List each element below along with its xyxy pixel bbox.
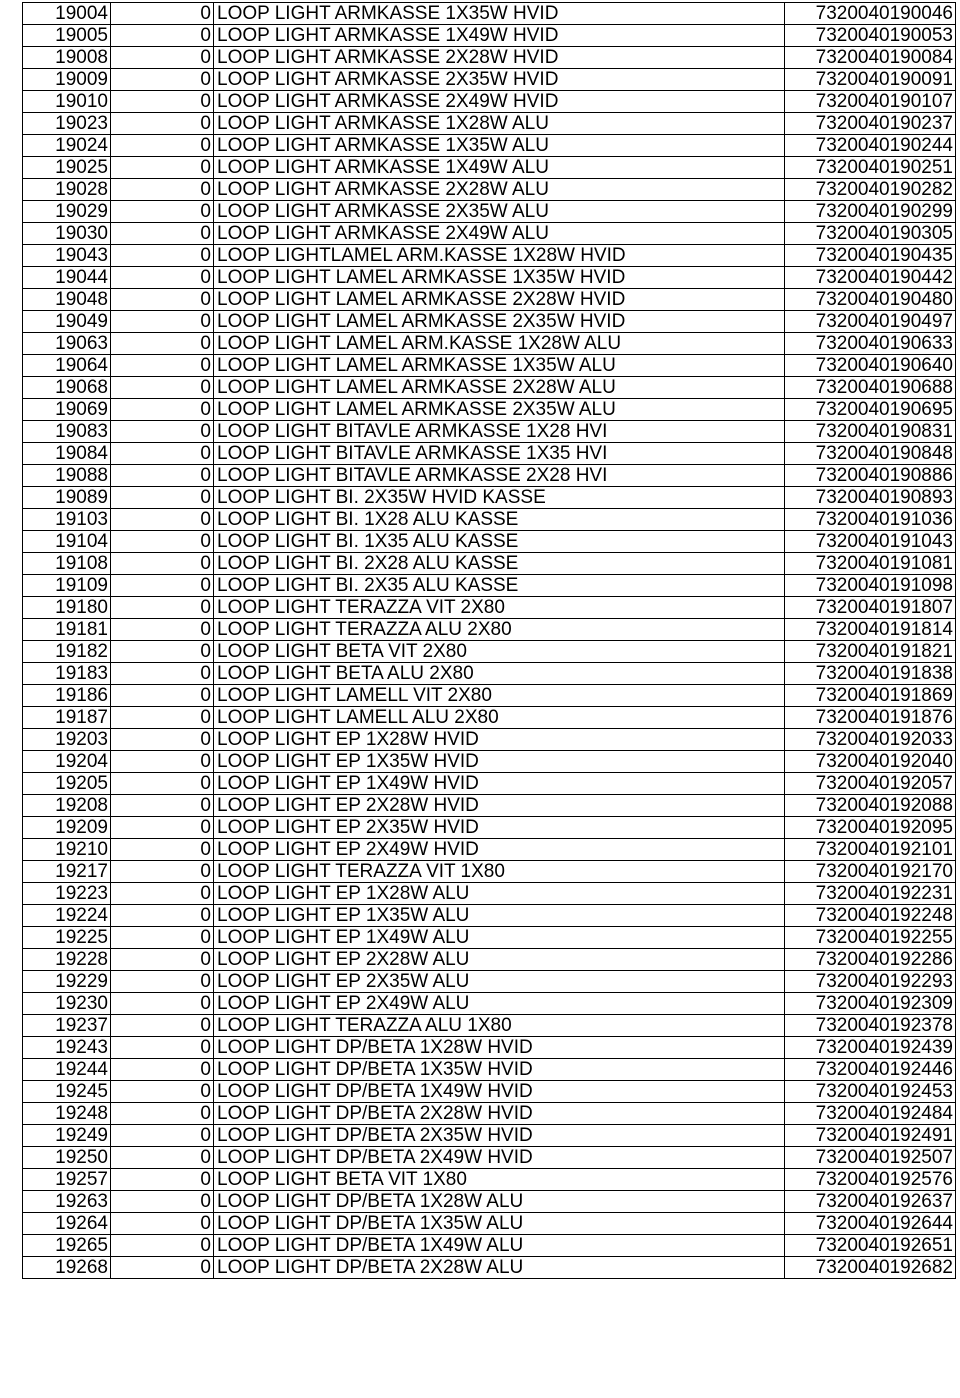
ean-cell: 7320040192453: [785, 1081, 956, 1103]
description-cell: LOOP LIGHT BETA VIT 2X80: [214, 641, 785, 663]
description-cell: LOOP LIGHT LAMEL ARMKASSE 2X28W ALU: [214, 377, 785, 399]
table-row: [23, 201, 956, 223]
quantity-cell: 0: [111, 47, 214, 69]
item-code-cell: 19225: [23, 927, 111, 949]
ean-cell: 7320040190633: [785, 333, 956, 355]
description-cell: LOOP LIGHT BITAVLE ARMKASSE 1X28 HVI: [214, 421, 785, 443]
description-cell: LOOP LIGHT DP/BETA 2X49W HVID: [214, 1147, 785, 1169]
quantity-cell: 0: [111, 553, 214, 575]
item-code-cell: 19069: [23, 399, 111, 421]
quantity-cell: 0: [111, 685, 214, 707]
item-code-cell: 19203: [23, 729, 111, 751]
ean-cell: 7320040192248: [785, 905, 956, 927]
table-row: [23, 135, 956, 157]
quantity-cell: 0: [111, 333, 214, 355]
item-code-cell: 19048: [23, 289, 111, 311]
table-row: [23, 1169, 956, 1191]
ean-cell: 7320040190497: [785, 311, 956, 333]
quantity-cell: 0: [111, 1213, 214, 1235]
ean-cell: 7320040192576: [785, 1169, 956, 1191]
description-cell: LOOP LIGHT EP 1X28W HVID: [214, 729, 785, 751]
ean-cell: 7320040192484: [785, 1103, 956, 1125]
description-cell: LOOP LIGHT TERAZZA ALU 1X80: [214, 1015, 785, 1037]
table-row: [23, 575, 956, 597]
ean-cell: 7320040190435: [785, 245, 956, 267]
item-code-cell: 19264: [23, 1213, 111, 1235]
item-code-cell: 19029: [23, 201, 111, 223]
ean-cell: 7320040190046: [785, 3, 956, 25]
ean-cell: 7320040190237: [785, 113, 956, 135]
quantity-cell: 0: [111, 157, 214, 179]
table-row: [23, 751, 956, 773]
quantity-cell: 0: [111, 3, 214, 25]
quantity-cell: 0: [111, 993, 214, 1015]
description-cell: LOOP LIGHT EP 2X35W ALU: [214, 971, 785, 993]
item-code-cell: 19244: [23, 1059, 111, 1081]
item-code-cell: 19068: [23, 377, 111, 399]
quantity-cell: 0: [111, 245, 214, 267]
table-row: [23, 443, 956, 465]
ean-cell: 7320040191869: [785, 685, 956, 707]
ean-cell: 7320040192378: [785, 1015, 956, 1037]
ean-cell: 7320040192682: [785, 1257, 956, 1279]
item-code-cell: 19108: [23, 553, 111, 575]
ean-cell: 7320040191838: [785, 663, 956, 685]
item-code-cell: 19265: [23, 1235, 111, 1257]
description-cell: LOOP LIGHT BITAVLE ARMKASSE 2X28 HVI: [214, 465, 785, 487]
description-cell: LOOP LIGHT DP/BETA 1X28W HVID: [214, 1037, 785, 1059]
item-code-cell: 19023: [23, 113, 111, 135]
quantity-cell: 0: [111, 861, 214, 883]
description-cell: LOOP LIGHT ARMKASSE 2X49W ALU: [214, 223, 785, 245]
item-code-cell: 19209: [23, 817, 111, 839]
table-row: [23, 47, 956, 69]
quantity-cell: 0: [111, 883, 214, 905]
description-cell: LOOP LIGHT DP/BETA 2X28W ALU: [214, 1257, 785, 1279]
description-cell: LOOP LIGHT EP 2X28W ALU: [214, 949, 785, 971]
table-row: [23, 179, 956, 201]
description-cell: LOOP LIGHT DP/BETA 2X35W HVID: [214, 1125, 785, 1147]
table-row: [23, 91, 956, 113]
table-row: [23, 1103, 956, 1125]
table-row: [23, 113, 956, 135]
table-row: [23, 905, 956, 927]
table-row: [23, 1125, 956, 1147]
table-row: [23, 861, 956, 883]
table-row: [23, 993, 956, 1015]
item-code-cell: 19230: [23, 993, 111, 1015]
item-code-cell: 19243: [23, 1037, 111, 1059]
ean-cell: 7320040192088: [785, 795, 956, 817]
item-code-cell: 19182: [23, 641, 111, 663]
quantity-cell: 0: [111, 91, 214, 113]
quantity-cell: 0: [111, 135, 214, 157]
quantity-cell: 0: [111, 949, 214, 971]
description-cell: LOOP LIGHT ARMKASSE 1X49W ALU: [214, 157, 785, 179]
item-code-cell: 19183: [23, 663, 111, 685]
ean-cell: 7320040191814: [785, 619, 956, 641]
quantity-cell: 0: [111, 289, 214, 311]
table-row: [23, 927, 956, 949]
item-code-cell: 19030: [23, 223, 111, 245]
table-row: [23, 663, 956, 685]
item-code-cell: 19248: [23, 1103, 111, 1125]
item-code-cell: 19088: [23, 465, 111, 487]
ean-cell: 7320040190640: [785, 355, 956, 377]
item-code-cell: 19181: [23, 619, 111, 641]
description-cell: LOOP LIGHT ARMKASSE 1X28W ALU: [214, 113, 785, 135]
ean-cell: 7320040190848: [785, 443, 956, 465]
item-code-cell: 19268: [23, 1257, 111, 1279]
item-code-cell: 19109: [23, 575, 111, 597]
quantity-cell: 0: [111, 443, 214, 465]
table-row: [23, 3, 956, 25]
description-cell: LOOP LIGHT BETA VIT 1X80: [214, 1169, 785, 1191]
ean-cell: 7320040192293: [785, 971, 956, 993]
ean-cell: 7320040192286: [785, 949, 956, 971]
description-cell: LOOP LIGHT EP 1X35W HVID: [214, 751, 785, 773]
ean-cell: 7320040192507: [785, 1147, 956, 1169]
table-row: [23, 399, 956, 421]
quantity-cell: 0: [111, 707, 214, 729]
ean-cell: 7320040192057: [785, 773, 956, 795]
ean-cell: 7320040190251: [785, 157, 956, 179]
description-cell: LOOP LIGHT DP/BETA 1X28W ALU: [214, 1191, 785, 1213]
quantity-cell: 0: [111, 201, 214, 223]
description-cell: LOOP LIGHT ARMKASSE 1X49W HVID: [214, 25, 785, 47]
quantity-cell: 0: [111, 1235, 214, 1257]
quantity-cell: 0: [111, 927, 214, 949]
item-code-cell: 19084: [23, 443, 111, 465]
quantity-cell: 0: [111, 113, 214, 135]
item-code-cell: 19064: [23, 355, 111, 377]
ean-cell: 7320040192095: [785, 817, 956, 839]
item-code-cell: 19205: [23, 773, 111, 795]
item-code-cell: 19186: [23, 685, 111, 707]
item-code-cell: 19083: [23, 421, 111, 443]
item-code-cell: 19008: [23, 47, 111, 69]
description-cell: LOOP LIGHT DP/BETA 1X49W HVID: [214, 1081, 785, 1103]
quantity-cell: 0: [111, 69, 214, 91]
item-code-cell: 19263: [23, 1191, 111, 1213]
quantity-cell: 0: [111, 1257, 214, 1279]
description-cell: LOOP LIGHT DP/BETA 2X28W HVID: [214, 1103, 785, 1125]
table-row: [23, 465, 956, 487]
description-cell: LOOP LIGHT BETA ALU 2X80: [214, 663, 785, 685]
table-row: [23, 311, 956, 333]
item-code-cell: 19204: [23, 751, 111, 773]
quantity-cell: 0: [111, 487, 214, 509]
description-cell: LOOP LIGHT LAMEL ARMKASSE 2X35W ALU: [214, 399, 785, 421]
description-cell: LOOP LIGHT LAMELL ALU 2X80: [214, 707, 785, 729]
item-code-cell: 19250: [23, 1147, 111, 1169]
ean-cell: 7320040190831: [785, 421, 956, 443]
ean-cell: 7320040190305: [785, 223, 956, 245]
ean-cell: 7320040190299: [785, 201, 956, 223]
quantity-cell: 0: [111, 311, 214, 333]
description-cell: LOOP LIGHT LAMEL ARMKASSE 2X28W HVID: [214, 289, 785, 311]
item-code-cell: 19028: [23, 179, 111, 201]
description-cell: LOOP LIGHT TERAZZA VIT 1X80: [214, 861, 785, 883]
ean-cell: 7320040192040: [785, 751, 956, 773]
table-row: [23, 1235, 956, 1257]
item-code-cell: 19249: [23, 1125, 111, 1147]
description-cell: LOOP LIGHT LAMEL ARMKASSE 1X35W ALU: [214, 355, 785, 377]
item-code-cell: 19009: [23, 69, 111, 91]
table-row: [23, 25, 956, 47]
quantity-cell: 0: [111, 223, 214, 245]
table-row: [23, 1015, 956, 1037]
description-cell: LOOP LIGHT ARMKASSE 1X35W ALU: [214, 135, 785, 157]
quantity-cell: 0: [111, 971, 214, 993]
table-row: [23, 971, 956, 993]
item-code-cell: 19180: [23, 597, 111, 619]
item-code-cell: 19245: [23, 1081, 111, 1103]
quantity-cell: 0: [111, 619, 214, 641]
quantity-cell: 0: [111, 25, 214, 47]
description-cell: LOOP LIGHT EP 1X49W HVID: [214, 773, 785, 795]
quantity-cell: 0: [111, 377, 214, 399]
item-code-cell: 19103: [23, 509, 111, 531]
description-cell: LOOP LIGHT TERAZZA ALU 2X80: [214, 619, 785, 641]
description-cell: LOOP LIGHT BI. 2X35W HVID KASSE: [214, 487, 785, 509]
item-code-cell: 19025: [23, 157, 111, 179]
table-row: [23, 377, 956, 399]
ean-cell: 7320040190053: [785, 25, 956, 47]
quantity-cell: 0: [111, 355, 214, 377]
table-row: [23, 223, 956, 245]
ean-cell: 7320040190442: [785, 267, 956, 289]
ean-cell: 7320040191098: [785, 575, 956, 597]
description-cell: LOOP LIGHT LAMEL ARMKASSE 1X35W HVID: [214, 267, 785, 289]
table-row: [23, 1191, 956, 1213]
description-cell: LOOP LIGHT ARMKASSE 2X28W ALU: [214, 179, 785, 201]
ean-cell: 7320040190107: [785, 91, 956, 113]
quantity-cell: 0: [111, 729, 214, 751]
product-table: [22, 2, 956, 1279]
quantity-cell: 0: [111, 1059, 214, 1081]
quantity-cell: 0: [111, 773, 214, 795]
table-row: [23, 1081, 956, 1103]
description-cell: LOOP LIGHT BI. 2X28 ALU KASSE: [214, 553, 785, 575]
quantity-cell: 0: [111, 751, 214, 773]
description-cell: LOOP LIGHTLAMEL ARM.KASSE 1X28W HVID: [214, 245, 785, 267]
table-row: [23, 619, 956, 641]
quantity-cell: 0: [111, 465, 214, 487]
item-code-cell: 19004: [23, 3, 111, 25]
item-code-cell: 19104: [23, 531, 111, 553]
table-row: [23, 1037, 956, 1059]
ean-cell: 7320040192439: [785, 1037, 956, 1059]
table-row: [23, 839, 956, 861]
quantity-cell: 0: [111, 817, 214, 839]
table-row: [23, 289, 956, 311]
ean-cell: 7320040192644: [785, 1213, 956, 1235]
ean-cell: 7320040192170: [785, 861, 956, 883]
description-cell: LOOP LIGHT LAMEL ARMKASSE 2X35W HVID: [214, 311, 785, 333]
quantity-cell: 0: [111, 1037, 214, 1059]
table-row: [23, 1213, 956, 1235]
ean-cell: 7320040190084: [785, 47, 956, 69]
item-code-cell: 19223: [23, 883, 111, 905]
item-code-cell: 19089: [23, 487, 111, 509]
description-cell: LOOP LIGHT ARMKASSE 2X49W HVID: [214, 91, 785, 113]
table-row: [23, 1059, 956, 1081]
item-code-cell: 19010: [23, 91, 111, 113]
description-cell: LOOP LIGHT ARMKASSE 1X35W HVID: [214, 3, 785, 25]
description-cell: LOOP LIGHT EP 1X49W ALU: [214, 927, 785, 949]
quantity-cell: 0: [111, 1191, 214, 1213]
quantity-cell: 0: [111, 1147, 214, 1169]
ean-cell: 7320040192651: [785, 1235, 956, 1257]
item-code-cell: 19049: [23, 311, 111, 333]
ean-cell: 7320040191081: [785, 553, 956, 575]
item-code-cell: 19224: [23, 905, 111, 927]
table-row: [23, 69, 956, 91]
description-cell: LOOP LIGHT BI. 2X35 ALU KASSE: [214, 575, 785, 597]
ean-cell: 7320040192255: [785, 927, 956, 949]
description-cell: LOOP LIGHT DP/BETA 1X49W ALU: [214, 1235, 785, 1257]
quantity-cell: 0: [111, 421, 214, 443]
item-code-cell: 19229: [23, 971, 111, 993]
description-cell: LOOP LIGHT BI. 1X28 ALU KASSE: [214, 509, 785, 531]
description-cell: LOOP LIGHT EP 1X28W ALU: [214, 883, 785, 905]
ean-cell: 7320040191036: [785, 509, 956, 531]
table-row: [23, 487, 956, 509]
quantity-cell: 0: [111, 795, 214, 817]
item-code-cell: 19024: [23, 135, 111, 157]
ean-cell: 7320040190480: [785, 289, 956, 311]
quantity-cell: 0: [111, 1169, 214, 1191]
quantity-cell: 0: [111, 641, 214, 663]
item-code-cell: 19063: [23, 333, 111, 355]
item-code-cell: 19005: [23, 25, 111, 47]
table-row: [23, 1257, 956, 1279]
ean-cell: 7320040191043: [785, 531, 956, 553]
description-cell: LOOP LIGHT DP/BETA 1X35W ALU: [214, 1213, 785, 1235]
quantity-cell: 0: [111, 509, 214, 531]
ean-cell: 7320040190282: [785, 179, 956, 201]
item-code-cell: 19237: [23, 1015, 111, 1037]
quantity-cell: 0: [111, 905, 214, 927]
table-row: [23, 597, 956, 619]
ean-cell: 7320040191807: [785, 597, 956, 619]
table-row: [23, 795, 956, 817]
table-row: [23, 421, 956, 443]
table-row: [23, 685, 956, 707]
quantity-cell: 0: [111, 399, 214, 421]
table-row: [23, 157, 956, 179]
table-row: [23, 773, 956, 795]
ean-cell: 7320040192309: [785, 993, 956, 1015]
item-code-cell: 19217: [23, 861, 111, 883]
table-row: [23, 817, 956, 839]
description-cell: LOOP LIGHT DP/BETA 1X35W HVID: [214, 1059, 785, 1081]
product-table-body: [23, 3, 956, 1279]
table-row: [23, 333, 956, 355]
table-row: [23, 553, 956, 575]
quantity-cell: 0: [111, 1015, 214, 1037]
item-code-cell: 19043: [23, 245, 111, 267]
description-cell: LOOP LIGHT LAMEL ARM.KASSE 1X28W ALU: [214, 333, 785, 355]
description-cell: LOOP LIGHT EP 1X35W ALU: [214, 905, 785, 927]
table-row: [23, 729, 956, 751]
ean-cell: 7320040192101: [785, 839, 956, 861]
item-code-cell: 19210: [23, 839, 111, 861]
ean-cell: 7320040192446: [785, 1059, 956, 1081]
quantity-cell: 0: [111, 663, 214, 685]
description-cell: LOOP LIGHT TERAZZA VIT 2X80: [214, 597, 785, 619]
table-row: [23, 641, 956, 663]
quantity-cell: 0: [111, 531, 214, 553]
ean-cell: 7320040190695: [785, 399, 956, 421]
ean-cell: 7320040190893: [785, 487, 956, 509]
description-cell: LOOP LIGHT ARMKASSE 2X35W ALU: [214, 201, 785, 223]
ean-cell: 7320040192491: [785, 1125, 956, 1147]
table-row: [23, 245, 956, 267]
ean-cell: 7320040190244: [785, 135, 956, 157]
table-row: [23, 883, 956, 905]
ean-cell: 7320040191821: [785, 641, 956, 663]
ean-cell: 7320040190091: [785, 69, 956, 91]
item-code-cell: 19228: [23, 949, 111, 971]
quantity-cell: 0: [111, 1081, 214, 1103]
table-row: [23, 531, 956, 553]
table-row: [23, 1147, 956, 1169]
table-row: [23, 355, 956, 377]
quantity-cell: 0: [111, 839, 214, 861]
table-row: [23, 949, 956, 971]
table-row: [23, 707, 956, 729]
quantity-cell: 0: [111, 597, 214, 619]
table-row: [23, 509, 956, 531]
description-cell: LOOP LIGHT ARMKASSE 2X35W HVID: [214, 69, 785, 91]
quantity-cell: 0: [111, 1103, 214, 1125]
item-code-cell: 19257: [23, 1169, 111, 1191]
ean-cell: 7320040192637: [785, 1191, 956, 1213]
ean-cell: 7320040190886: [785, 465, 956, 487]
description-cell: LOOP LIGHT EP 2X49W ALU: [214, 993, 785, 1015]
description-cell: LOOP LIGHT LAMELL VIT 2X80: [214, 685, 785, 707]
item-code-cell: 19044: [23, 267, 111, 289]
description-cell: LOOP LIGHT BI. 1X35 ALU KASSE: [214, 531, 785, 553]
description-cell: LOOP LIGHT EP 2X35W HVID: [214, 817, 785, 839]
ean-cell: 7320040192231: [785, 883, 956, 905]
ean-cell: 7320040192033: [785, 729, 956, 751]
description-cell: LOOP LIGHT EP 2X28W HVID: [214, 795, 785, 817]
quantity-cell: 0: [111, 575, 214, 597]
quantity-cell: 0: [111, 1125, 214, 1147]
item-code-cell: 19208: [23, 795, 111, 817]
quantity-cell: 0: [111, 267, 214, 289]
ean-cell: 7320040190688: [785, 377, 956, 399]
description-cell: LOOP LIGHT ARMKASSE 2X28W HVID: [214, 47, 785, 69]
description-cell: LOOP LIGHT BITAVLE ARMKASSE 1X35 HVI: [214, 443, 785, 465]
table-row: [23, 267, 956, 289]
quantity-cell: 0: [111, 179, 214, 201]
item-code-cell: 19187: [23, 707, 111, 729]
ean-cell: 7320040191876: [785, 707, 956, 729]
description-cell: LOOP LIGHT EP 2X49W HVID: [214, 839, 785, 861]
